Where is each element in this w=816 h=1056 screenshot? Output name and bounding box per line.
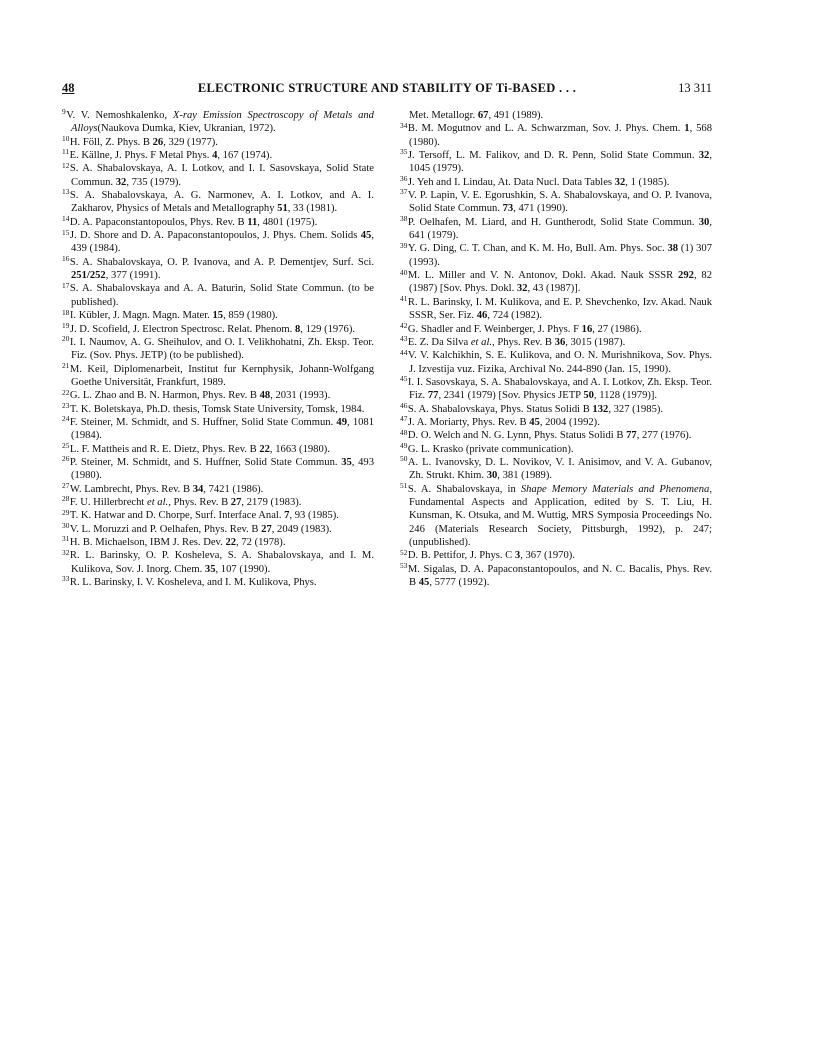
ref-text: , 2179 (1983). — [241, 496, 302, 508]
ref-text: , Phys. Rev. B — [492, 336, 555, 348]
ref-text: , 2004 (1992). — [539, 416, 600, 428]
volume-page-number: 13 311 — [678, 81, 712, 95]
reference-item — [62, 509, 374, 522]
ref-volume: 49 — [336, 416, 348, 428]
ref-text: , Phys. Rev. B — [168, 496, 231, 508]
ref-text: Met. Metallogr. — [409, 110, 478, 121]
ref-volume: 32 — [698, 150, 710, 162]
reference-item — [62, 336, 374, 363]
ref-text: D. O. Welch and N. G. Lynn, Phys. Status Solidi B — [407, 430, 627, 442]
ref-text: , 167 (1974). — [217, 150, 273, 162]
reference-number: 29 — [62, 507, 70, 517]
ref-text: , 1 (1985). — [625, 176, 670, 188]
reference-item — [400, 416, 712, 429]
reference-item — [400, 336, 712, 349]
ref-volume: 11 — [247, 216, 258, 228]
ref-text: , Fundamental Aspects and Application, edited by S. T. Liu, H. Kunsman, K. Otsuka, and M. Wuttig, MRS Symposia Proceedings No. 246 (Materials Research Society, Pittsburgh, 1992), p. 247; (unpublished). — [409, 483, 712, 548]
ref-text: R. L. Barinsky, I. M. Kulikova, and E. P. Shevchenko, Izv. Akad. Nauk SSSR, Ser. Fiz. — [407, 296, 712, 322]
ref-text: , 568 (1980). — [409, 123, 713, 148]
reference-number: 11 — [62, 147, 70, 157]
ref-volume: 77 — [427, 390, 439, 402]
reference-number: 51 — [400, 481, 408, 491]
ref-volume: 292 — [678, 270, 694, 282]
reference-item — [400, 216, 712, 243]
ref-text: , 471 (1990). — [513, 203, 568, 215]
reference-item — [62, 456, 374, 483]
ref-text: I. I. Sasovskaya, S. A. Shabalovskaya, and A. I. Lotkov, Zh. Eksp. Teor. Fiz. — [407, 376, 712, 402]
ref-text: R. L. Barinsky, I. V. Kosheleva, and I. M. Kulikova, Phys. — [69, 577, 317, 589]
ref-text: , 107 (1990). — [215, 563, 271, 575]
reference-number: 42 — [400, 320, 408, 330]
ref-volume: 38 — [667, 243, 679, 255]
reference-number: 23 — [62, 400, 70, 410]
ref-volume: 3 — [514, 550, 521, 562]
references-right-column — [400, 109, 712, 589]
ref-text: , 277 (1976). — [636, 430, 692, 442]
ref-text: J. Yeh and I. Lindau, At. Data Nucl. Data Tables — [407, 176, 615, 188]
ref-text: M. L. Miller and V. N. Antonov, Dokl. Akad. Nauk SSSR — [407, 270, 679, 282]
ref-text: R. L. Barinsky, O. P. Kosheleva, S. A. Shabalovskaya, and I. M. Kulikova, Sov. J. Inorg. Chem. — [69, 550, 374, 575]
reference-number: 9 — [62, 107, 66, 117]
ref-text: , 377 (1991). — [105, 270, 161, 282]
ref-text: S. A. Shabalovskaya and A. A. Baturin, Solid State Commun. (to be published). — [69, 283, 374, 308]
ref-text: , 859 (1980). — [223, 310, 278, 322]
ref-volume: 16 — [581, 323, 593, 335]
reference-number: 19 — [62, 320, 70, 330]
ref-text: , 3015 (1987). — [565, 336, 626, 348]
page-header — [62, 80, 712, 96]
page-number: 48 — [62, 81, 75, 95]
ref-volume: 4 — [212, 150, 218, 162]
reference-item — [62, 109, 374, 136]
reference-item — [400, 563, 712, 590]
reference-number: 43 — [400, 334, 408, 344]
reference-number: 48 — [400, 427, 408, 437]
ref-volume: 22 — [259, 443, 270, 455]
reference-item — [62, 149, 374, 162]
reference-item — [62, 536, 374, 549]
reference-item — [400, 456, 712, 483]
ref-volume: 51 — [277, 203, 288, 215]
ref-italic: X-ray Emission Spectroscopy of Metals and Alloys — [71, 110, 374, 135]
ref-text: Y. G. Ding, C. T. Chan, and K. M. Ho, Bull. Am. Phys. Soc. — [407, 243, 668, 255]
ref-text: M. Sigalas, D. A. Papaconstantopoulos, and N. C. Bacalis, Phys. Rev. B — [407, 563, 712, 589]
ref-text: T. K. Hatwar and D. Chorpe, Surf. Interface Anal. — [69, 510, 285, 522]
ref-text: L. F. Mattheis and R. E. Dietz, Phys. Rev. B — [69, 443, 260, 455]
reference-item — [62, 136, 374, 149]
ref-text: , 493 (1980). — [71, 456, 374, 482]
reference-number: 34 — [400, 120, 408, 130]
ref-text: P. Steiner, M. Schmidt, and S. Huffner, Solid State Commun. — [69, 456, 342, 468]
ref-text: J. A. Moriarty, Phys. Rev. B — [407, 416, 530, 428]
ref-text: E. Z. Da Silva — [407, 336, 471, 348]
reference-number: 40 — [400, 267, 408, 277]
ref-text: , 329 (1977). — [163, 136, 218, 148]
reference-number: 41 — [400, 294, 408, 304]
ref-text: H. Föll, Z. Phys. B — [69, 136, 153, 148]
ref-volume: 22 — [225, 537, 237, 548]
reference-number: 39 — [400, 240, 408, 250]
reference-item — [400, 376, 712, 403]
ref-text: , 735 (1979). — [126, 176, 182, 188]
ref-volume: 26 — [152, 136, 164, 148]
reference-number: 36 — [400, 174, 408, 184]
ref-text: S. A. Shabalovskaya, A. I. Lotkov, and I. I. Sasovskaya, Solid State Commun. — [69, 163, 374, 188]
reference-item — [62, 523, 374, 536]
reference-item — [400, 122, 712, 149]
ref-text: , 2341 (1979) [Sov. Physics JETP — [438, 390, 584, 402]
reference-item — [62, 320, 374, 336]
reference-number: 10 — [62, 134, 70, 144]
ref-text: M. Keil, Diplomenarbeit, Institut fur Kernphysik, Johann-Wolfgang Goethe Universität, Frankfurt, 1989. — [69, 363, 374, 388]
ref-text: , 129 (1976). — [300, 323, 355, 335]
ref-volume: 46 — [476, 310, 488, 322]
reference-item — [400, 296, 712, 323]
ref-volume: 77 — [626, 430, 637, 442]
ref-text: D. B. Pettifor, J. Phys. C — [407, 550, 515, 562]
reference-number: 50 — [400, 454, 408, 464]
ref-italic: et al. — [147, 496, 169, 508]
ref-volume: 48 — [259, 390, 271, 402]
ref-text: , 1128 (1979)]. — [593, 390, 658, 402]
ref-volume: 67 — [477, 110, 489, 121]
ref-text: F. U. Hillerbrecht — [69, 496, 148, 508]
ref-volume: 27 — [230, 496, 242, 508]
ref-text: , 33 (1981). — [287, 203, 338, 215]
reference-item — [400, 400, 712, 416]
ref-volume: 251/252 — [71, 270, 106, 282]
reference-item — [62, 443, 374, 456]
reference-item — [62, 309, 374, 322]
reference-item — [400, 242, 712, 269]
reference-number: 27 — [62, 481, 70, 491]
ref-text: J. D. Shore and D. A. Papaconstantopoulos, J. Phys. Chem. Solids — [69, 230, 361, 242]
references-right-list — [400, 122, 712, 589]
ref-text: V. L. Moruzzi and P. Oelhafen, Phys. Rev. B — [69, 523, 262, 535]
reference-item — [62, 162, 374, 189]
ref-text: S. A. Shabalovskaya, in — [407, 483, 521, 495]
ref-text: F. Steiner, M. Schmidt, and S. Huffner, Solid State Commun. — [69, 416, 337, 428]
ref-text: J. D. Scofield, J. Electron Spectrosc. Relat. Phenom. — [69, 323, 295, 335]
ref-text: , 1081 (1984). — [71, 416, 375, 442]
reference-number: 24 — [62, 414, 70, 424]
ref-text: G. Shadler and F. Weinberger, J. Phys. F — [407, 323, 582, 335]
ref-text: G. L. Zhao and B. N. Harmon, Phys. Rev. B — [69, 390, 260, 402]
ref-volume: 50 — [583, 390, 594, 402]
ref-text: W. Lambrecht, Phys. Rev. B — [69, 483, 193, 495]
ref-volume: 35 — [204, 563, 216, 575]
reference-item — [62, 416, 374, 443]
ref-text: , 7421 (1986). — [203, 483, 264, 495]
ref-text: , 82 (1987) [Sov. Phys. Dokl. — [409, 270, 713, 295]
reference-number: 12 — [62, 160, 70, 170]
ref-text: , 2031 (1993). — [270, 390, 331, 402]
ref-volume: 30 — [698, 216, 710, 228]
ref-text: , 93 (1985). — [289, 510, 339, 522]
ref-text: , 5777 (1992). — [429, 577, 490, 589]
reference-item — [400, 549, 712, 562]
ref-volume: 73 — [502, 203, 514, 215]
ref-text: (1) 307 (1993). — [409, 243, 712, 268]
reference-number: 52 — [400, 547, 408, 557]
reference-item — [62, 189, 374, 216]
reference-number: 14 — [62, 214, 70, 224]
ref-text: , 641 (1979). — [409, 216, 712, 242]
reference-item — [400, 176, 712, 189]
reference-number: 18 — [62, 307, 70, 317]
reference-number: 22 — [62, 387, 70, 397]
running-title: ELECTRONIC STRUCTURE AND STABILITY OF Ti-BASED . . . — [197, 81, 577, 95]
ref-text: , 491 (1989). — [488, 110, 544, 121]
ref-volume: 8 — [294, 323, 301, 335]
ref-volume: 45 — [360, 230, 372, 242]
reference-item — [400, 349, 712, 376]
ref-text: (Naukova Dumka, Kiev, Ukranian, 1972). — [97, 123, 276, 135]
reference-number: 38 — [400, 214, 408, 224]
references-left-column — [62, 109, 374, 589]
ref-text: , 43 (1987)]. — [527, 283, 581, 295]
reference-item — [62, 400, 374, 416]
reference-number: 37 — [400, 187, 408, 197]
reference-item — [62, 360, 374, 390]
ref-text: A. L. Ivanovsky, D. L. Novikov, V. I. Anisimov, and V. A. Gubanov, Zh. Strukt. Khim. — [407, 456, 712, 482]
ref-text: , 2049 (1983). — [271, 523, 332, 535]
reference-item — [400, 149, 712, 176]
reference-item — [400, 429, 712, 442]
ref-text: I. I. Naumov, A. G. Sheihulov, and O. I. Velikhohatni, Zh. Eksp. Teor. Fiz. (Sov. Phys. JETP) (to be published). — [69, 336, 374, 362]
reference-number: 16 — [62, 254, 70, 264]
reference-number: 35 — [400, 147, 408, 157]
ref-text: , 381 (1989). — [497, 470, 553, 482]
ref-volume: 45 — [418, 577, 430, 589]
reference-item — [62, 389, 374, 402]
reference-item — [62, 256, 374, 283]
reference-number: 49 — [400, 441, 408, 450]
reference-number: 20 — [62, 334, 70, 344]
reference-item — [400, 320, 712, 336]
ref-volume: 132 — [592, 403, 609, 415]
ref-text: , 4801 (1975). — [257, 216, 318, 228]
ref-text: V. V. Nemoshkalenko, — [66, 110, 173, 121]
reference-number: 47 — [400, 414, 408, 424]
ref-text: S. A. Shabalovskaya, O. P. Ivanova, and A. P. Dementjev, Surf. Sci. — [69, 256, 374, 268]
ref-volume: 15 — [212, 310, 224, 322]
reference-item — [62, 282, 374, 309]
reference-item — [62, 216, 374, 229]
ref-volume: 34 — [192, 483, 204, 495]
ref-text: S. A. Shabalovskaya, Phys. Status Solidi B — [407, 403, 593, 415]
reference-item — [400, 483, 712, 550]
ref-text: G. L. Krasko (private communication). — [407, 443, 574, 455]
ref-text: D. A. Papaconstantopoulos, Phys. Rev. B — [69, 216, 248, 228]
ref-italic: et al. — [470, 336, 493, 348]
ref-text: , 439 (1984). — [71, 230, 374, 255]
reference-item — [400, 443, 712, 456]
ref-text: V. P. Lapin, V. E. Egorushkin, S. A. Shabalovskaya, and O. P. Ivanova, Solid State Commun. — [407, 190, 712, 215]
ref-volume: 1 — [684, 123, 690, 135]
ref-text: V. V. Kalchikhin, S. E. Kulikova, and O. N. Murishnikova, Sov. Phys. J. Izvestija vuz. Fizika, Archival No. 244-890 (Jan. 15, 1990). — [407, 350, 712, 375]
reference-number: 25 — [62, 441, 70, 450]
ref-text: H. B. Michaelson, IBM J. Res. Dev. — [69, 537, 226, 548]
ref-text: , 27 (1986). — [592, 323, 642, 335]
ref-italic: Shape Memory Materials and Phenomena — [520, 483, 710, 495]
reference-number: 28 — [62, 494, 70, 504]
reference-number: 17 — [62, 280, 70, 290]
reference-number: 46 — [400, 400, 408, 410]
ref-volume: 36 — [554, 336, 566, 348]
ref-volume: 27 — [261, 523, 272, 535]
ref-text: J. Tersoff, L. M. Falikov, and D. R. Penn, Solid State Commun. — [407, 150, 699, 162]
reference-number: 30 — [62, 521, 70, 531]
ref-volume: 32 — [115, 176, 127, 188]
ref-text: E. Källne, J. Phys. F Metal Phys. — [69, 150, 213, 162]
reference-number: 31 — [62, 534, 70, 544]
reference-item — [62, 496, 374, 509]
ref-volume: 30 — [486, 470, 498, 482]
ref-text: , 327 (1985). — [608, 403, 664, 415]
ref-text: P. Oelhafen, M. Liard, and H. Guntherodt, Solid State Commun. — [407, 216, 699, 228]
ref-text: T. K. Boletskaya, Ph.D. thesis, Tomsk State University, Tomsk, 1984. — [69, 403, 365, 415]
ref-text: I. Kübler, J. Magn. Magn. Mater. — [69, 310, 213, 322]
reference-item — [62, 483, 374, 496]
reference-number: 32 — [62, 547, 70, 557]
ref-volume: 35 — [341, 456, 352, 468]
reference-number: 44 — [400, 347, 408, 357]
reference-number: 53 — [400, 561, 408, 571]
ref-text: , 724 (1982). — [487, 310, 543, 322]
reference-number: 13 — [62, 187, 70, 197]
reference-number: 21 — [62, 360, 70, 370]
ref-text: B. M. Mogutnov and L. A. Schwarzman, Sov. J. Phys. Chem. — [407, 123, 685, 135]
ref-text: , 1045 (1979). — [409, 150, 712, 175]
ref-text: , 1663 (1980). — [269, 443, 330, 455]
ref-text: , 367 (1970). — [520, 550, 575, 562]
ref-volume: 7 — [284, 510, 290, 522]
ref-text: S. A. Shabalovskaya, A. G. Narmonev, A. I. Lotkov, and A. I. Zakharov, Physics of Metals and Metallography — [69, 190, 374, 215]
reference-number: 26 — [62, 454, 70, 464]
reference-item — [400, 189, 712, 216]
reference-item — [62, 229, 374, 256]
ref-volume: 45 — [529, 416, 540, 428]
reference-number: 15 — [62, 227, 70, 237]
reference-item — [62, 549, 374, 576]
ref-volume: 32 — [516, 283, 528, 295]
ref-volume: 32 — [614, 176, 626, 188]
reference-number: 45 — [400, 374, 408, 384]
reference-continuation — [400, 109, 712, 122]
reference-item — [400, 269, 712, 296]
reference-item — [62, 576, 374, 589]
reference-number: 33 — [62, 574, 70, 584]
ref-text: , 72 (1978). — [236, 537, 286, 548]
